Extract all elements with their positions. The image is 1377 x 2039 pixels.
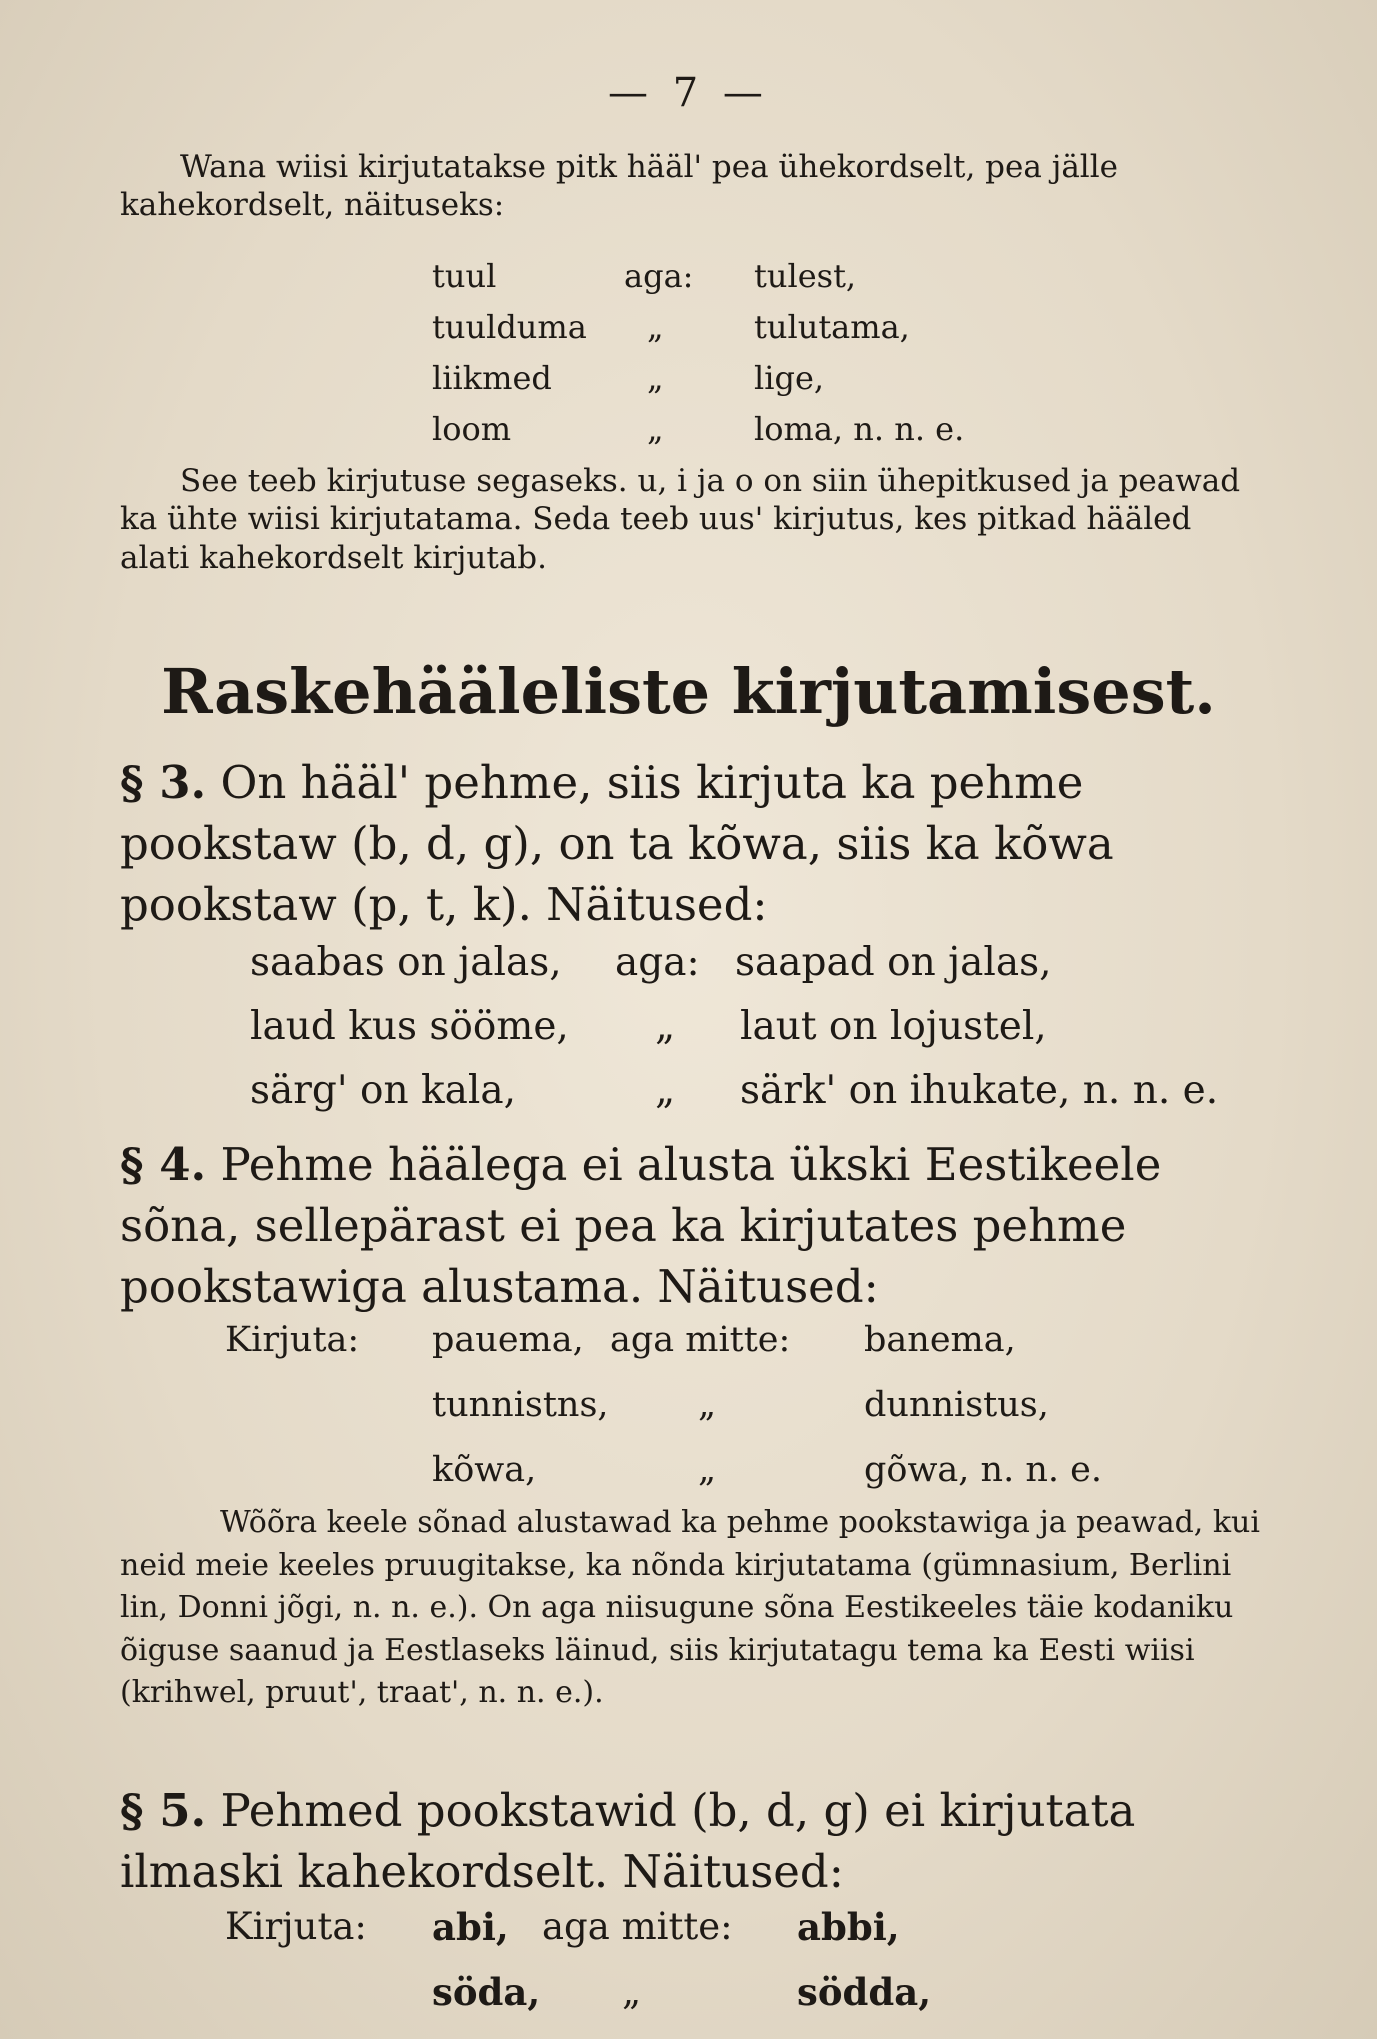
example-word: tuul: [432, 257, 497, 295]
example-word: söda,: [432, 1970, 541, 2014]
list-label: Kirjuta:: [225, 1320, 360, 1360]
section-heading: Raskehääleliste kirjutamisest.: [161, 655, 1216, 728]
intro-paragraph: Wana wiisi kirjutatakse pitk hääl' pea ühekordselt, pea jälle kahekordselt, näituseks:: [120, 149, 1118, 224]
example-word-alt: gõwa, n. n. e.: [864, 1450, 1102, 1490]
example-separator: „: [698, 1450, 717, 1490]
section-4: [120, 1134, 1270, 1318]
list-label: Kirjuta:: [225, 1905, 367, 1948]
example-word-alt: lige,: [754, 359, 825, 397]
example-word-alt: tulest,: [754, 257, 857, 295]
example-word: tunnistns,: [432, 1385, 609, 1425]
example-word-alt: loma, n. n. e.: [754, 410, 965, 448]
footnote: Wõõra keele sõnad alustawad ka pehme pookstawiga ja peawad, kui neid meie keeles pruugitakse, ka nõnda kirjutatama (gümnasium, Berlini lin, Donni jõgi, n. n. e.). On aga niisugune sõna Eestikeeles täie kodaniku õiguse saanud ja Eestlaseks läinud, siis kirjutatagu tema ka Eesti wiisi (krihwel, pruut', traat', n. n. e.).: [120, 1505, 1260, 1711]
example-separator: aga:: [615, 940, 700, 985]
example-word: laud kus sööme,: [250, 1004, 569, 1049]
section-5: [120, 1780, 1270, 1902]
example-word-alt: tulutama,: [754, 308, 910, 346]
example-separator: „: [655, 1004, 676, 1049]
example-word: kõwa,: [432, 1450, 537, 1490]
section-number: § 4.: [120, 1138, 207, 1191]
example-separator: „: [698, 1385, 717, 1425]
example-word-alt: laut on lojustel,: [740, 1004, 1047, 1049]
example-word: särg' on kala,: [250, 1068, 516, 1113]
example-word-alt: saapad on jalas,: [735, 940, 1052, 985]
section-text: Pehme häälega ei alusta ükski Eestikeele sõna, sellepärast ei pea ka kirjutates pehme pookstawiga alustama. Näitused:: [120, 1138, 1162, 1314]
paragraph-2: See teeb kirjutuse segaseks. u, i ja o on siin ühepitkused ja peawad ka ühte wiisi kirjutatama. Seda teeb uus' kirjutus, kes pitkad hääled alati kahekordselt kirjutab.: [120, 463, 1241, 576]
example-separator: „: [655, 1068, 676, 1113]
section-text: On hääl' pehme, siis kirjuta ka pehme pookstaw (b, d, g), on ta kõwa, siis ka kõwa pookstaw (p, t, k). Näitused:: [120, 756, 1114, 932]
example-separator: aga mitte:: [610, 1320, 791, 1360]
example-word: pauema,: [432, 1320, 584, 1360]
section-number: § 5.: [120, 1784, 207, 1837]
section-text: Pehmed pookstawid (b, d, g) ei kirjutata ilmaski kahekordselt. Näitused:: [120, 1784, 1136, 1899]
example-word: loom: [432, 410, 512, 448]
example-word: saabas on jalas,: [250, 940, 562, 985]
example-word: liikmed: [432, 359, 552, 397]
page-number: — 7 —: [608, 70, 769, 116]
section-3: [120, 752, 1270, 936]
example-separator: „: [647, 359, 664, 397]
example-separator: „: [647, 308, 664, 346]
example-word: tuulduma: [432, 308, 587, 346]
example-word: abi,: [432, 1905, 509, 1949]
example-word-alt: särk' on ihukate, n. n. e.: [740, 1068, 1219, 1113]
example-word-alt: dunnistus,: [864, 1385, 1049, 1425]
example-word-alt: banema,: [864, 1320, 1016, 1360]
section-number: § 3.: [120, 756, 207, 809]
example-separator: aga mitte:: [542, 1905, 733, 1948]
example-separator: „: [622, 1970, 642, 2013]
example-word-alt: abbi,: [797, 1905, 900, 1949]
example-separator: „: [647, 410, 664, 448]
example-word-alt: södda,: [797, 1970, 932, 2014]
example-separator: aga:: [624, 257, 694, 295]
